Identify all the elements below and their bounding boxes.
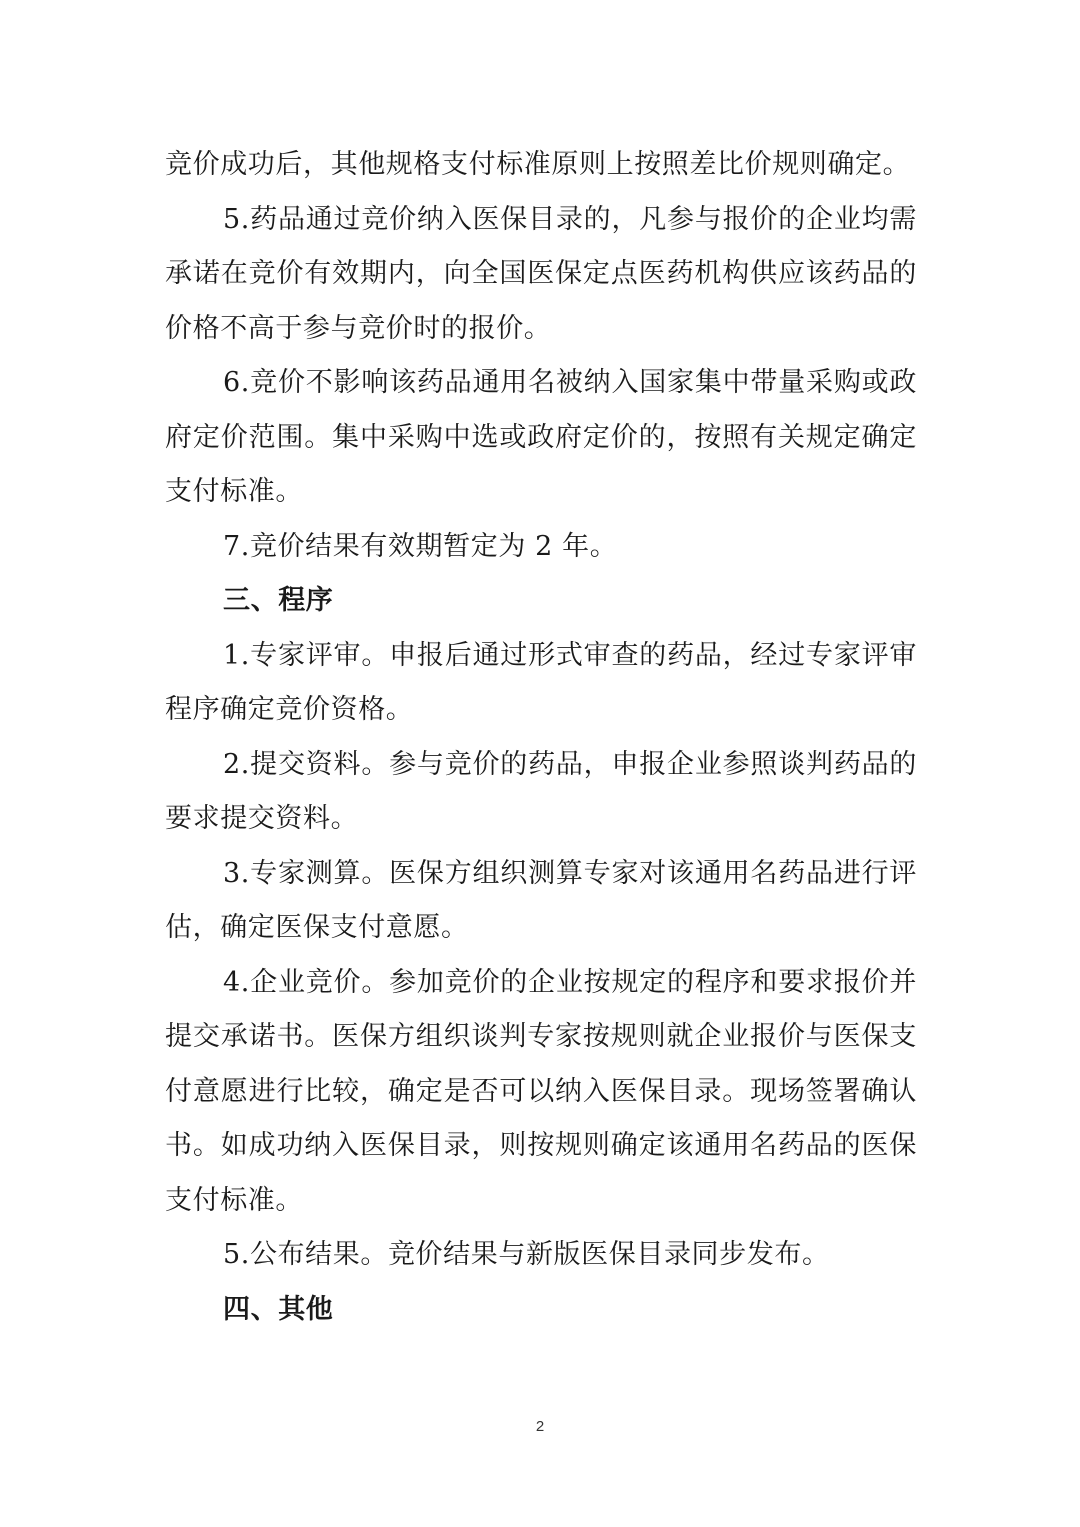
section-heading-other: 四、其他 (223, 1293, 334, 1325)
paragraph-item-7-validity: 7.竞价结果有效期暂定为 2 年。 (223, 530, 618, 562)
section-heading-procedure: 三、程序 (223, 585, 334, 616)
paragraph-step-3-expert-calculation: 3.专家测算。医保方组织测算专家对该通用名药品进行评估，确定医保支付意愿。 (165, 857, 917, 943)
paragraph-item-6-procurement: 6.竞价不影响该药品通用名被纳入国家集中带量采购或政府定价范围。集中采购中选或政府定价的，按照有关规定确定支付标准。 (165, 367, 917, 507)
paragraph-item-5-commitment: 5.药品通过竞价纳入医保目录的，凡参与报价的企业均需承诺在竞价有效期内，向全国医保定点医药机构供应该药品的价格不高于参与竞价时的报价。 (165, 203, 917, 344)
paragraph-step-5-publish-results: 5.公布结果。竞价结果与新版医保目录同步发布。 (223, 1239, 830, 1270)
paragraph-step-4-enterprise-bidding: 4.企业竞价。参加竞价的企业按规定的程序和要求报价并提交承诺书。医保方组织谈判专家按规则就企业报价与医保支付意愿进行比较，确定是否可以纳入医保目录。现场签署确认书。如成功纳入医保目录，则按规则确定该通用名药品的医保支付标准。 (165, 966, 917, 1216)
page-number: 2 (535, 1418, 545, 1435)
document-body (165, 138, 917, 1337)
paragraph-step-2-submit-materials: 2.提交资料。参与竞价的药品，申报企业参照谈判药品的要求提交资料。 (165, 748, 917, 834)
paragraph-pricing-rule-continuation: 竞价成功后，其他规格支付标准原则上按照差比价规则确定。 (165, 149, 911, 180)
paragraph-step-1-expert-review: 1.专家评审。申报后通过形式审查的药品，经过专家评审程序确定竞价资格。 (165, 639, 917, 725)
